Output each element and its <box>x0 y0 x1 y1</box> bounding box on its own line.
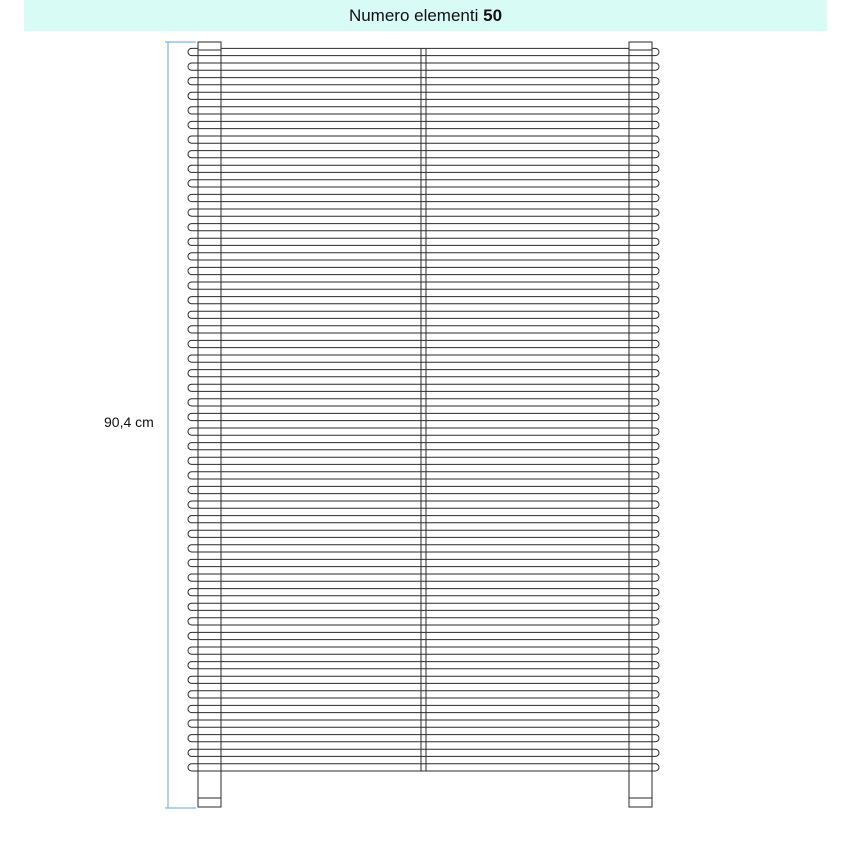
radiator-element <box>188 735 659 742</box>
radiator-element <box>188 355 659 362</box>
radiator-element <box>188 370 659 377</box>
radiator-element <box>188 413 659 420</box>
radiator-element <box>188 647 659 654</box>
radiator-element <box>188 63 659 70</box>
radiator-element <box>188 457 659 464</box>
radiator-element <box>188 326 659 333</box>
radiator-element <box>188 676 659 683</box>
radiator-element <box>188 428 659 435</box>
element-count-label: Numero elementi <box>348 6 479 25</box>
radiator-element <box>188 180 659 187</box>
radiator-element <box>188 720 659 727</box>
radiator-element <box>188 559 659 566</box>
radiator-element <box>188 399 659 406</box>
radiator-element <box>188 253 659 260</box>
right-collector-top-cap <box>629 42 652 50</box>
radiator-element <box>188 486 659 493</box>
radiator-element <box>188 224 659 231</box>
radiator-element <box>188 603 659 610</box>
radiator-element <box>188 545 659 552</box>
radiator-element <box>188 384 659 391</box>
right-collector-bottom-cap <box>629 798 652 807</box>
radiator-element <box>188 151 659 158</box>
radiator-element <box>188 107 659 114</box>
radiator-element <box>188 209 659 216</box>
radiator-element <box>188 618 659 625</box>
radiator-element <box>188 472 659 479</box>
radiator-element <box>188 691 659 698</box>
radiator-element <box>188 136 659 143</box>
radiator-element <box>188 78 659 85</box>
radiator-element <box>188 238 659 245</box>
radiator-element <box>188 92 659 99</box>
radiator-element <box>188 311 659 318</box>
radiator-element <box>188 501 659 508</box>
radiator-element <box>188 121 659 128</box>
height-dimension-label: 90,4 cm <box>104 414 154 430</box>
radiator-element <box>188 749 659 756</box>
radiator-element <box>188 297 659 304</box>
radiator-element <box>188 516 659 523</box>
radiator-element <box>188 48 659 55</box>
radiator-elements <box>188 48 659 771</box>
radiator-element <box>188 632 659 639</box>
radiator-element <box>188 165 659 172</box>
radiator-element <box>188 574 659 581</box>
left-collector-bottom-cap <box>198 798 221 807</box>
left-collector-top-cap <box>198 42 221 50</box>
radiator-element <box>188 282 659 289</box>
radiator-element <box>188 194 659 201</box>
radiator-element <box>188 589 659 596</box>
radiator-element <box>188 443 659 450</box>
element-count-value: 50 <box>483 6 503 25</box>
radiator-element <box>188 705 659 712</box>
radiator-element <box>188 764 659 771</box>
radiator-element <box>188 530 659 537</box>
radiator-element <box>188 267 659 274</box>
radiator-element <box>188 662 659 669</box>
radiator-element <box>188 340 659 347</box>
